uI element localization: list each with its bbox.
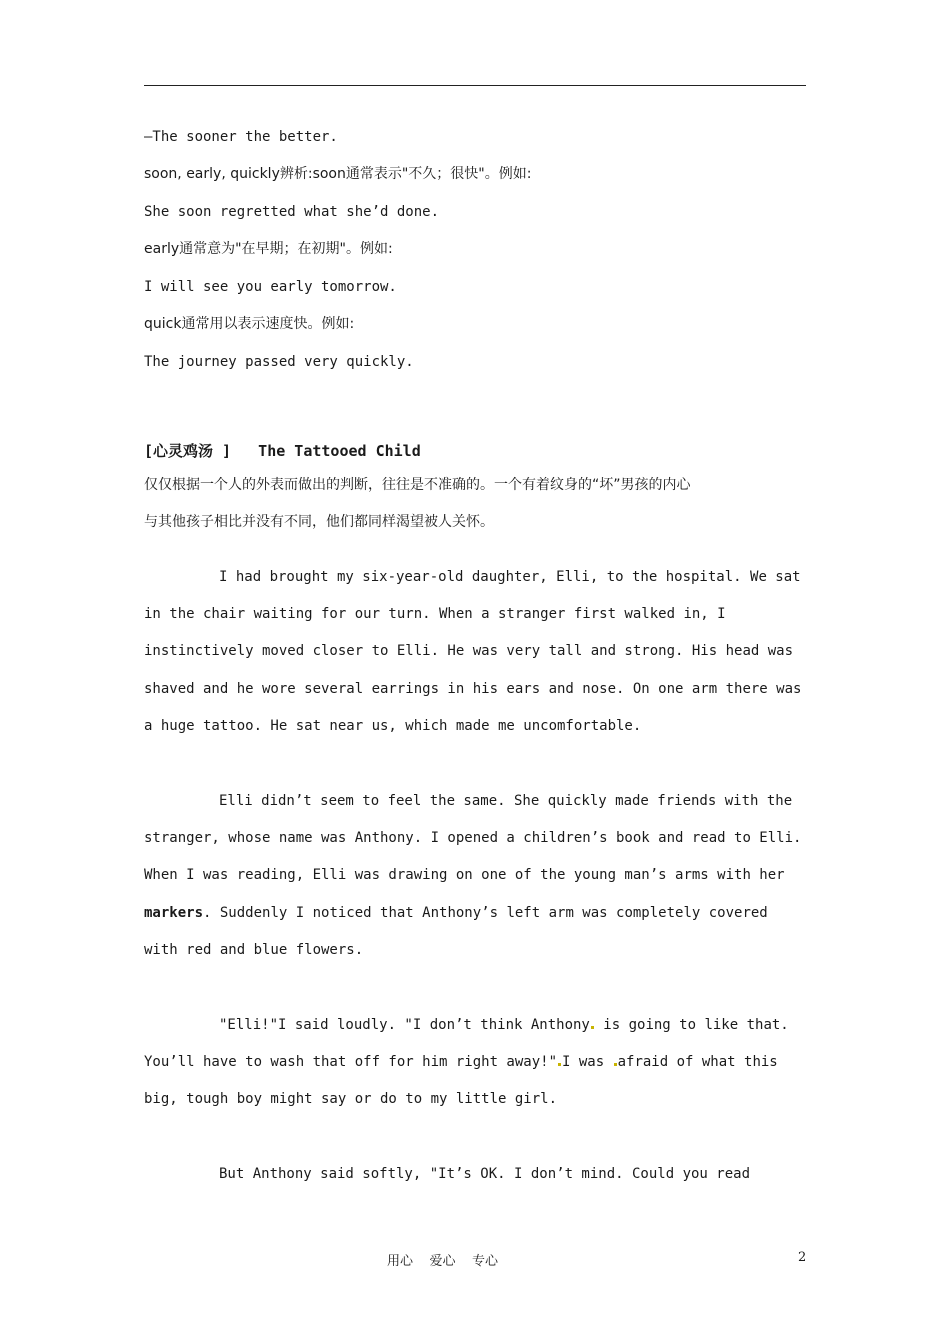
story-line: I had brought my six-year-old daughter, Elli, to the hospital. We sat <box>219 569 801 585</box>
story-line: with red and blue flowers. <box>144 942 364 958</box>
story-text: . Suddenly I noticed that Anthony’s left arm was completely covered <box>203 905 768 921</box>
story-line: in the chair waiting for our turn. When a stranger first walked in, I <box>144 606 726 622</box>
story-text: afraid of what this <box>617 1054 778 1070</box>
vocab-line: The journey passed very quickly. <box>144 354 414 370</box>
story-line <box>219 1016 789 1034</box>
section-intro: 与其他孩子相比并没有不同，他们都同样渴望被人关怀。 <box>144 514 494 530</box>
section-intro: 仅仅根据一个人的外表而做出的判断，往往是不准确的。一个有着纹身的“坏”男孩的内心 <box>144 477 691 493</box>
story-text: You’ll have to wash that off for him right away!" <box>144 1054 558 1070</box>
marker-dot <box>591 1026 594 1029</box>
vocab-line: —The sooner the better. <box>144 129 338 145</box>
vocab-line: quick通常用以表示速度快。例如: <box>144 316 355 332</box>
vocab-line: soon, early, quickly辨析:soon通常表示"不久；很快"。例如: <box>144 166 532 182</box>
story-line <box>144 1053 778 1071</box>
story-line: big, tough boy might say or do to my little girl. <box>144 1091 558 1107</box>
story-text: is going to like that. <box>594 1017 789 1033</box>
story-text: I was <box>562 1054 613 1070</box>
story-line: stranger, whose name was Anthony. I opened a children’s book and read to Elli. <box>144 830 802 846</box>
story-line: But Anthony said softly, "It’s OK. I don’t mind. Could you read <box>219 1166 751 1182</box>
page-number: 2 <box>798 1250 807 1265</box>
marker-dot <box>614 1063 617 1066</box>
story-line: Elli didn’t seem to feel the same. She quickly made friends with the <box>219 793 793 809</box>
vocab-line: She soon regretted what she’d done. <box>144 204 440 220</box>
story-line: When I was reading, Elli was drawing on one of the young man’s arms with her <box>144 867 785 883</box>
story-line <box>144 904 768 922</box>
story-line: a huge tattoo. He sat near us, which made me uncomfortable. <box>144 718 642 734</box>
vocab-line: early通常意为"在早期；在初期"。例如: <box>144 241 393 257</box>
story-text: "Elli!"I said loudly. "I don’t think Anthony <box>219 1017 590 1033</box>
section-title: [心灵鸡汤 ] The Tattooed Child <box>144 442 421 460</box>
bold-word-markers: markers <box>144 905 204 921</box>
header-rule <box>144 85 806 86</box>
vocab-line: I will see you early tomorrow. <box>144 279 397 295</box>
marker-dot <box>558 1063 561 1066</box>
story-line: shaved and he wore several earrings in his ears and nose. On one arm there was <box>144 681 802 697</box>
story-line: instinctively moved closer to Elli. He was very tall and strong. His head was <box>144 643 794 659</box>
page-footer: 用心 爱心 专心 <box>387 1254 499 1269</box>
